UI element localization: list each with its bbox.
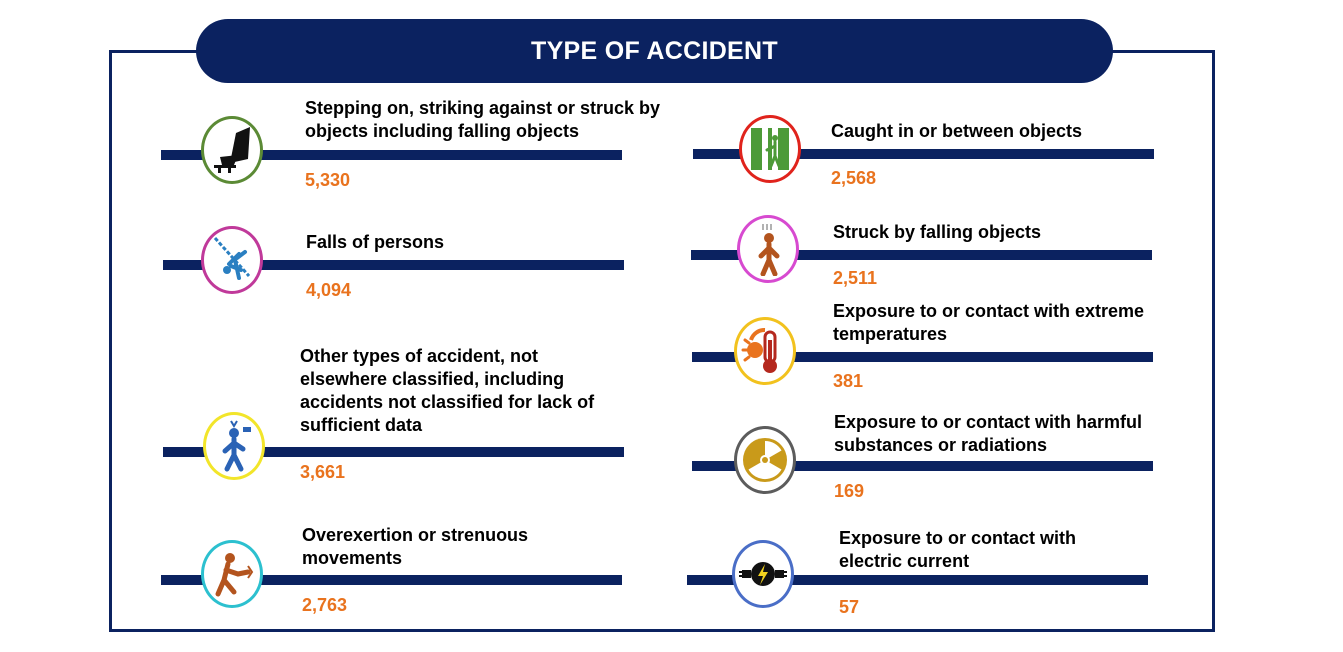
electric-plug-icon <box>732 540 794 608</box>
item-count: 57 <box>839 597 860 617</box>
item-count: 2,763 <box>302 595 348 615</box>
item-count: 4,094 <box>306 280 352 300</box>
item-count: 5,330 <box>305 170 351 190</box>
page-title: TYPE OF ACCIDENT <box>531 36 778 65</box>
falling-object-icon <box>201 116 263 184</box>
item-count: 169 <box>834 481 865 501</box>
item-count: 2,568 <box>831 168 877 188</box>
item-label: Falls of persons <box>306 232 445 252</box>
item-label: Struck by falling objects <box>833 222 1042 242</box>
title-banner <box>196 19 1113 83</box>
item-label: Exposure to or contact with harmful substances or radiations <box>834 412 1143 455</box>
thermometer-icon <box>734 317 796 385</box>
item-label: Caught in or between objects <box>831 121 1083 141</box>
item-label: Stepping on, striking against or struck by objects including falling objects <box>305 98 661 141</box>
struck-person-icon <box>737 215 799 283</box>
caught-between-icon <box>739 115 801 183</box>
overexertion-icon <box>201 540 263 608</box>
item-count: 3,661 <box>300 462 346 482</box>
radiation-icon <box>734 426 796 494</box>
person-hazard-icon <box>203 412 265 480</box>
item-label: Overexertion or strenuous movements <box>302 525 529 568</box>
falling-person-icon <box>201 226 263 294</box>
item-count: 2,511 <box>833 268 878 288</box>
item-label: Exposure to or contact with electric current <box>839 528 1077 571</box>
item-count: 381 <box>833 371 864 391</box>
item-label: Exposure to or contact with extreme temperatures <box>833 301 1145 344</box>
item-label: Other types of accident, not elsewhere classified, including accidents not classified for lack of sufficient data <box>300 346 595 435</box>
